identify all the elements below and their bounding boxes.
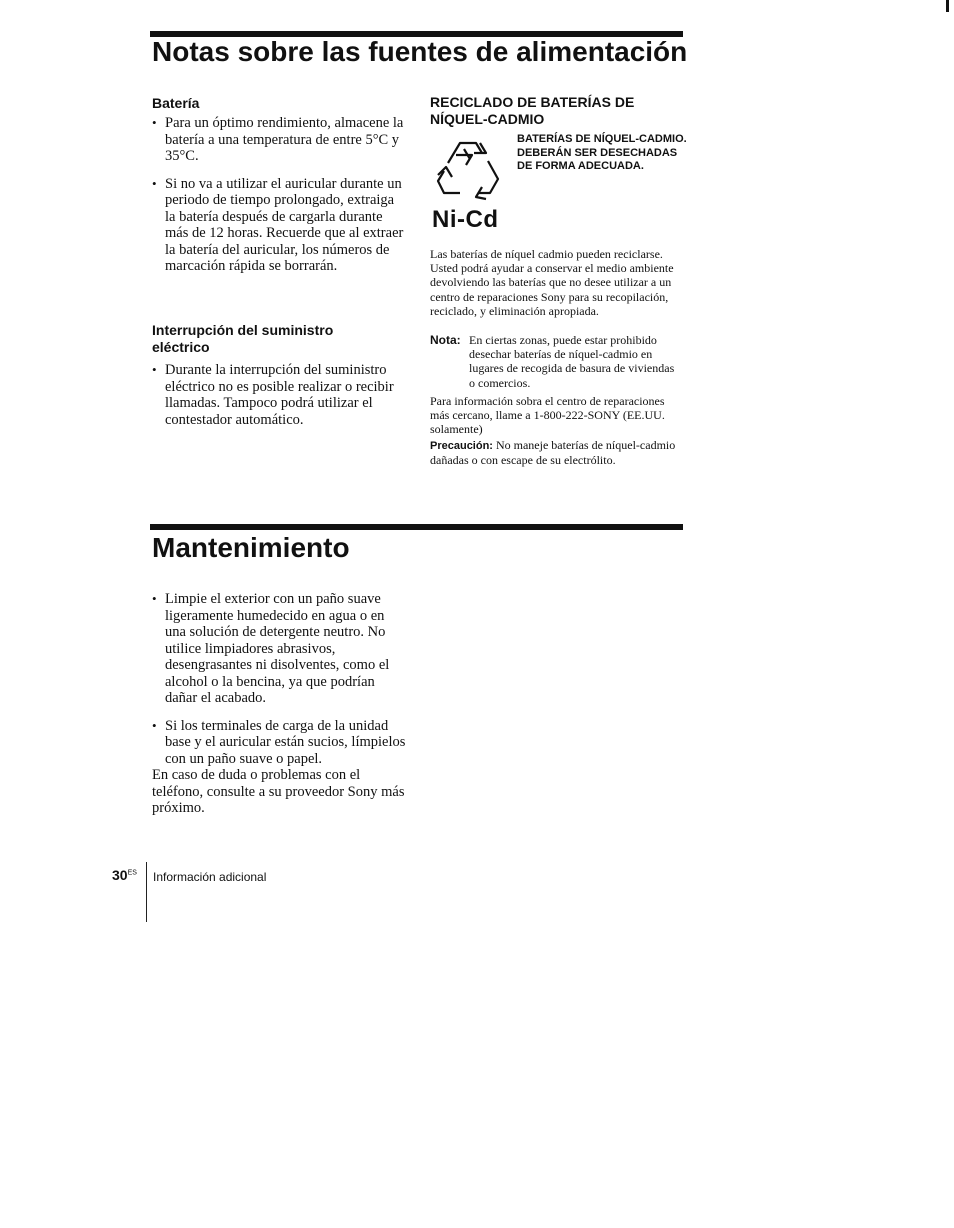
footer-section-name: Información adicional (153, 870, 267, 884)
nota-text: En ciertas zonas, puede estar prohibido desechar baterías de níquel-cadmio en lugares de recogida de basura de viviendas o comercios. (469, 333, 675, 390)
precaucion-text: No maneje baterías de níquel-cadmio dañadas o con escape de su electrólito. (430, 438, 676, 468)
margin-mark (946, 0, 949, 12)
nota-label: Nota: (430, 333, 461, 347)
page-title: Notas sobre las fuentes de alimentación (152, 36, 688, 67)
mantenimiento-list (152, 591, 407, 778)
list-item: • Si los terminales de carga de la unidad base y el auricular están sucios, límpielos con un paño suave o papel. (152, 718, 407, 768)
heading-bateria: Batería (152, 95, 200, 111)
nicd-logo: Ni-Cd (432, 206, 499, 233)
list-item: • Para un óptimo rendimiento, almacene la batería a una temperatura de entre 5°C y 35°C. (152, 115, 407, 165)
recycle-paragraph: Las baterías de níquel cadmio pueden reciclarse. Usted podrá ayudar a conservar el medio ambiente devolviendo las baterías que no desee utilizar a un centro de reparaciones Sony para su recopilación, reciclado, y eliminación apropiada. (430, 247, 674, 318)
info-paragraph: Para información sobra el centro de reparaciones más cercano, llame a 1-800-222-SONY (EE.UU. solamente) (430, 394, 665, 437)
heading-reciclado: RECICLADO DE BATERÍAS DE NÍQUEL-CADMIO (430, 94, 635, 127)
precaucion-paragraph (430, 438, 680, 467)
interrupcion-list (152, 362, 407, 439)
section-title-mantenimiento: Mantenimiento (152, 532, 350, 563)
closing-paragraph: En caso de duda o problemas con el teléfono, consulte a su proveedor Sony más próximo. (152, 767, 405, 816)
heading-interrupcion: Interrupción del suministro eléctrico (152, 322, 334, 355)
page-number: $30^{ES}$ (112, 867, 137, 883)
recycle-icon (430, 135, 510, 205)
precaucion-label: Precaución: (430, 440, 493, 452)
recycle-warning: BATERÍAS DE NÍQUEL-CADMIO. DEBERÁN SER DESECHADAS DE FORMA ADECUADA. (517, 133, 687, 172)
list-item: • Durante la interrupción del suministro eléctrico no es posible realizar o recibir llamadas. Tampoco podrá utilizar el contestador automático. (152, 362, 407, 428)
list-item: • Limpie el exterior con un paño suave ligeramente humedecido en agua o en una solución de detergente neutro. No utilice limpiadores abrasivos, desengrasantes ni disolventes, como el alcohol o la bencina, ya que podrían dañar el acabado. (152, 591, 407, 707)
footer-divider (146, 862, 147, 922)
bateria-list (152, 115, 407, 286)
list-item: • Si no va a utilizar el auricular durante un periodo de tiempo prolongado, extraiga la batería después de cargarla durante más de 12 horas. Recuerde que al extraer la batería del auricular, los números de marcación rápida se borrarán. (152, 176, 407, 275)
